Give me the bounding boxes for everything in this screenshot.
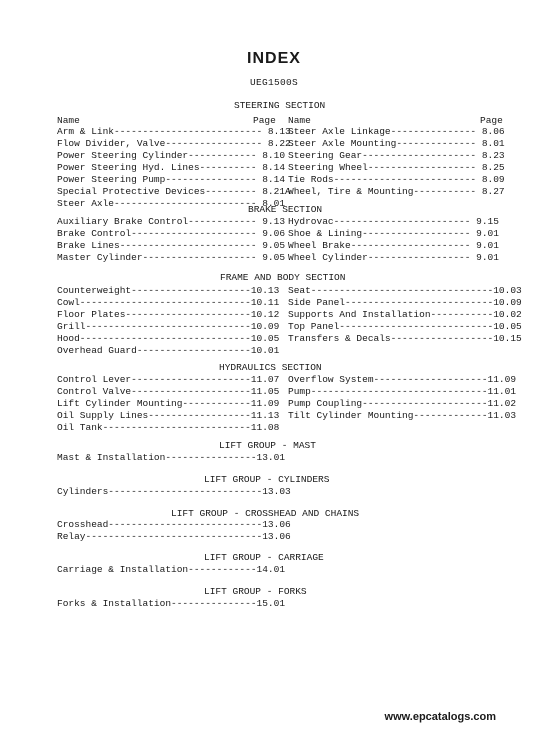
- section-title-cylinders: LIFT GROUP - CYLINDERS: [204, 474, 330, 485]
- index-entry: Transfers & Decals------------------10.15: [288, 333, 522, 344]
- index-entry: Carriage & Installation------------14.01: [57, 564, 286, 575]
- column-header-name-right: Name: [288, 115, 311, 126]
- index-entry: Brake Lines------------------------ 9.05: [57, 240, 286, 251]
- column-header-page-right: Page: [480, 115, 503, 126]
- index-entry: Side Panel--------------------------10.09: [288, 297, 522, 308]
- index-entry: Power Steering Hyd. Lines---------- 8.14: [57, 162, 286, 173]
- index-entry: Steering Wheel------------------- 8.25: [288, 162, 505, 173]
- index-entry: Power Steering Pump---------------- 8.14: [57, 174, 286, 185]
- index-entry: Brake Control---------------------- 9.06: [57, 228, 286, 239]
- section-title-forks: LIFT GROUP - FORKS: [204, 586, 307, 597]
- index-entry: Pump-------------------------------11.01: [288, 386, 517, 397]
- index-entry: Control Lever---------------------11.07: [57, 374, 280, 385]
- section-title-brake: BRAKE SECTION: [248, 204, 323, 215]
- page-title: INDEX: [247, 50, 301, 67]
- index-entry: Wheel, Tire & Mounting----------- 8.27: [288, 186, 505, 197]
- index-entry: Steer Axle Mounting-------------- 8.01: [288, 138, 505, 149]
- index-entry: Grill-----------------------------10.09: [57, 321, 280, 332]
- index-entry: Arm & Link-------------------------- 8.13: [57, 126, 291, 137]
- index-entry: Floor Plates----------------------10.12: [57, 309, 280, 320]
- index-entry: Wheel Brake--------------------- 9.01: [288, 240, 499, 251]
- index-entry: Pump Coupling----------------------11.02: [288, 398, 517, 409]
- index-entry: Master Cylinder-------------------- 9.05: [57, 252, 286, 263]
- column-header-name-left: Name: [57, 115, 80, 126]
- index-entry: Shoe & Lining------------------- 9.01: [288, 228, 499, 239]
- index-entry: Tilt Cylinder Mounting-------------11.03: [288, 410, 517, 421]
- index-entry: Counterweight---------------------10.13: [57, 285, 280, 296]
- index-entry: Steering Gear-------------------- 8.23: [288, 150, 505, 161]
- column-header-page-left: Page: [253, 115, 276, 126]
- section-title-steering: STEERING SECTION: [234, 100, 326, 111]
- index-entry: Top Panel---------------------------10.05: [288, 321, 522, 332]
- model-code: UEG1500S: [249, 77, 298, 88]
- index-entry: Tie Rods------------------------- 8.09: [288, 174, 505, 185]
- index-entry: Seat--------------------------------10.03: [288, 285, 522, 296]
- index-entry: Control Valve---------------------11.05: [57, 386, 280, 397]
- index-entry: Cowl------------------------------10.11: [57, 297, 280, 308]
- index-entry: Oil Supply Lines------------------11.13: [57, 410, 280, 421]
- index-entry: Mast & Installation----------------13.01: [57, 452, 286, 463]
- index-entry: Forks & Installation---------------15.01: [57, 598, 286, 609]
- index-entry: Lift Cylinder Mounting------------11.09: [57, 398, 280, 409]
- index-entry: Auxiliary Brake Control------------ 9.13: [57, 216, 286, 227]
- index-entry: Cylinders---------------------------13.03: [57, 486, 291, 497]
- watermark-url: www.epcatalogs.com: [384, 711, 496, 723]
- index-entry: Crosshead---------------------------13.06: [57, 519, 291, 530]
- section-title-hydraulics: HYDRAULICS SECTION: [219, 362, 322, 373]
- index-entry: Steer Axle Linkage--------------- 8.06: [288, 126, 505, 137]
- section-title-crosshead-chains: LIFT GROUP - CROSSHEAD AND CHAINS: [171, 508, 360, 519]
- index-entry: Steer Axle------------------------- 8.01: [57, 198, 286, 209]
- index-entry: Overflow System--------------------11.09: [288, 374, 517, 385]
- section-title-carriage: LIFT GROUP - CARRIAGE: [204, 552, 324, 563]
- index-entry: Power Steering Cylinder------------ 8.10: [57, 150, 286, 161]
- index-entry: Special Protective Devices--------- 8.21A: [57, 186, 291, 197]
- section-title-frame-body: FRAME AND BODY SECTION: [220, 272, 346, 283]
- index-entry: Supports And Installation-----------10.02: [288, 309, 522, 320]
- index-entry: Hood------------------------------10.05: [57, 333, 280, 344]
- index-entry: Wheel Cylinder------------------ 9.01: [288, 252, 499, 263]
- index-entry: Flow Divider, Valve----------------- 8.22: [57, 138, 291, 149]
- section-title-mast: LIFT GROUP - MAST: [219, 440, 316, 451]
- index-entry: Oil Tank--------------------------11.08: [57, 422, 280, 433]
- index-entry: Relay-------------------------------13.06: [57, 531, 291, 542]
- index-entry: Hydrovac------------------------ 9.15: [288, 216, 499, 227]
- index-entry: Overhead Guard--------------------10.01: [57, 345, 280, 356]
